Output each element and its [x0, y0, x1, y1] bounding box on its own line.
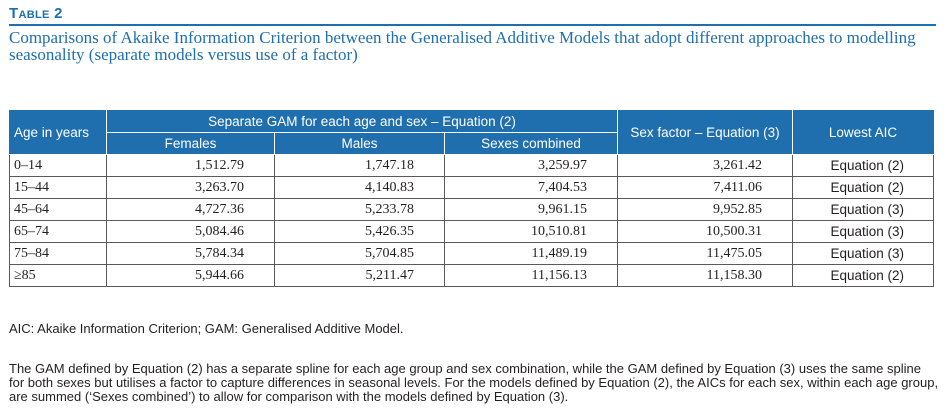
header-sexes-combined: Sexes combined: [445, 133, 618, 155]
footnote-explanation: The GAM defined by Equation (2) has a separate spline for each age group and sex combination, while the GAM defined by Equation (3) uses the same spline for both sexes but utilises a factor to capture differences in seasonal levels. For the models defined by Equation (2), the AICs for each sex, within each age group, are summed (‘Sexes combined’) to allow for comparison with the models defined by Equation (3).: [9, 361, 939, 404]
table-row: [10, 155, 934, 177]
title-rule: [9, 24, 936, 26]
cell-females: 1,512.79: [107, 155, 275, 177]
header-females: Females: [107, 133, 275, 155]
cell-females: 5,084.46: [107, 221, 275, 243]
cell-males: 4,140.83: [275, 177, 445, 199]
cell-lowest: Equation (3): [793, 221, 934, 243]
cell-age: 45–64: [10, 199, 107, 221]
header-males: Males: [275, 133, 445, 155]
cell-females: 3,263.70: [107, 177, 275, 199]
cell-lowest: Equation (3): [793, 199, 934, 221]
cell-age: ≥85: [10, 265, 107, 287]
table-row: [10, 265, 934, 287]
cell-lowest: Equation (3): [793, 243, 934, 265]
cell-females: 4,727.36: [107, 199, 275, 221]
cell-age: 75–84: [10, 243, 107, 265]
table-label: Table 2: [9, 5, 63, 22]
table-row: [10, 221, 934, 243]
cell-sex-factor: 11,158.30: [618, 265, 793, 287]
table-caption: Comparisons of Akaike Information Criterion between the Generalised Additive Models that adopt different approaches to modelling seasonality (separate models versus use of a factor): [9, 28, 916, 64]
cell-combined: 10,510.81: [445, 221, 618, 243]
header-lowest-aic: Lowest AIC: [793, 111, 934, 155]
cell-males: 1,747.18: [275, 155, 445, 177]
cell-sex-factor: 9,952.85: [618, 199, 793, 221]
cell-age: 65–74: [10, 221, 107, 243]
table-row: [10, 199, 934, 221]
cell-combined: 11,489.19: [445, 243, 618, 265]
header-sex-factor: Sex factor – Equation (3): [618, 111, 793, 155]
footnote-abbreviations: AIC: Akaike Information Criterion; GAM: Generalised Additive Model.: [9, 321, 404, 336]
cell-sex-factor: 11,475.05: [618, 243, 793, 265]
cell-lowest: Equation (2): [793, 265, 934, 287]
cell-females: 5,784.34: [107, 243, 275, 265]
cell-sex-factor: 3,261.42: [618, 155, 793, 177]
cell-combined: 11,156.13: [445, 265, 618, 287]
cell-males: 5,211.47: [275, 265, 445, 287]
cell-age: 0–14: [10, 155, 107, 177]
header-age: Age in years: [10, 111, 107, 155]
cell-males: 5,704.85: [275, 243, 445, 265]
cell-age: 15–44: [10, 177, 107, 199]
cell-males: 5,426.35: [275, 221, 445, 243]
cell-combined: 3,259.97: [445, 155, 618, 177]
cell-combined: 7,404.53: [445, 177, 618, 199]
cell-lowest: Equation (2): [793, 177, 934, 199]
cell-lowest: Equation (2): [793, 155, 934, 177]
header-separate-gam: Separate GAM for each age and sex – Equation (2): [107, 111, 618, 133]
cell-sex-factor: 7,411.06: [618, 177, 793, 199]
cell-males: 5,233.78: [275, 199, 445, 221]
aic-comparison-table: [9, 110, 934, 287]
table-row: [10, 177, 934, 199]
cell-sex-factor: 10,500.31: [618, 221, 793, 243]
table-row: [10, 243, 934, 265]
cell-combined: 9,961.15: [445, 199, 618, 221]
cell-females: 5,944.66: [107, 265, 275, 287]
